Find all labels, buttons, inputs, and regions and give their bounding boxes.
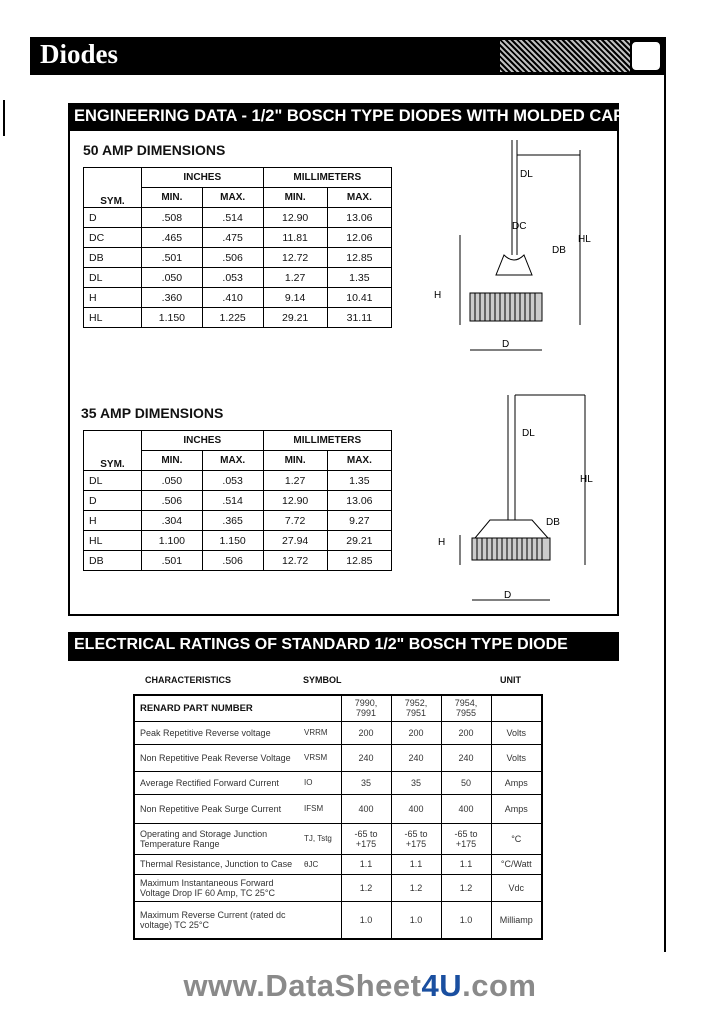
table-cell: .506 xyxy=(142,491,203,511)
table-cell: HL xyxy=(84,308,142,328)
table-cell: .050 xyxy=(142,471,203,491)
header-pattern xyxy=(500,40,630,72)
rating-value: 1.0 xyxy=(391,901,441,939)
part-number: 7954, 7955 xyxy=(441,695,491,721)
rating-value: 200 xyxy=(441,721,491,744)
table-cell: D xyxy=(84,491,142,511)
table-cell: 1.27 xyxy=(263,268,327,288)
table-cell: 29.21 xyxy=(327,531,391,551)
rating-value: 35 xyxy=(391,771,441,794)
table-cell: 31.11 xyxy=(327,308,391,328)
unit: °C/Watt xyxy=(491,854,542,874)
characteristic: Thermal Resistance, Junction to Case xyxy=(134,854,299,874)
rating-value: 1.0 xyxy=(341,901,391,939)
table-cell: 1.150 xyxy=(202,531,263,551)
table-row xyxy=(84,248,392,268)
table-cell: .053 xyxy=(202,471,263,491)
table-cell: .365 xyxy=(202,511,263,531)
table-cell: 1.150 xyxy=(142,308,203,328)
rating-value: 240 xyxy=(441,744,491,771)
table-cell: H xyxy=(84,511,142,531)
table-cell: .506 xyxy=(202,551,263,571)
table-cell: 7.72 xyxy=(263,511,327,531)
characteristic: Non Repetitive Peak Surge Current xyxy=(134,794,299,823)
rating-value: 200 xyxy=(341,721,391,744)
symbol xyxy=(299,901,341,939)
table-row xyxy=(84,471,392,491)
rating-value: 400 xyxy=(341,794,391,823)
symbol: VRSM xyxy=(299,744,341,771)
d-label: D xyxy=(502,339,510,350)
col-header: MAX. xyxy=(327,188,391,208)
rating-value: 1.2 xyxy=(341,874,391,901)
table-cell: 10.41 xyxy=(327,288,391,308)
table-row xyxy=(84,491,392,511)
col-header: MAX. xyxy=(327,451,391,471)
table-row xyxy=(84,208,392,228)
amp50-title: 50 AMP DIMENSIONS xyxy=(83,142,226,158)
table-cell: 12.85 xyxy=(327,248,391,268)
table-cell: .475 xyxy=(202,228,263,248)
table-cell: 12.85 xyxy=(327,551,391,571)
table-cell: 12.06 xyxy=(327,228,391,248)
rating-value: 400 xyxy=(391,794,441,823)
h-label: H xyxy=(438,537,446,548)
table-cell: DC xyxy=(84,228,142,248)
table-row xyxy=(134,874,542,901)
watermark-suffix: .com xyxy=(462,968,537,1003)
hl-label: HL xyxy=(580,474,593,485)
table-cell: 1.35 xyxy=(327,471,391,491)
table-cell: 1.35 xyxy=(327,268,391,288)
dl-label: DL xyxy=(520,169,533,180)
symbol-heading: SYMBOL xyxy=(303,675,342,685)
rating-value: 1.2 xyxy=(391,874,441,901)
mm-header: MILLIMETERS xyxy=(263,431,391,451)
characteristic: Operating and Storage Junction Temperature Range xyxy=(134,823,299,854)
sym-header: SYM. xyxy=(84,431,142,471)
page-title: Diodes xyxy=(40,39,119,69)
table-row xyxy=(134,794,542,823)
table-cell: .465 xyxy=(142,228,203,248)
table-row xyxy=(84,288,392,308)
dl-label: DL xyxy=(522,428,535,439)
amp50-table xyxy=(83,167,392,328)
unit: °C xyxy=(491,823,542,854)
part-number: 7952, 7951 xyxy=(391,695,441,721)
d-label: D xyxy=(504,590,512,601)
table-cell: 9.27 xyxy=(327,511,391,531)
rating-value: 240 xyxy=(341,744,391,771)
rating-value: 50 xyxy=(441,771,491,794)
db-label: DB xyxy=(552,245,566,256)
table-cell: .410 xyxy=(202,288,263,308)
rating-value: 1.1 xyxy=(391,854,441,874)
characteristics-heading: CHARACTERISTICS xyxy=(145,675,232,685)
table-row xyxy=(134,744,542,771)
table-cell: .304 xyxy=(142,511,203,531)
table-cell: D xyxy=(84,208,142,228)
col-header: MAX. xyxy=(202,451,263,471)
unit: Amps xyxy=(491,771,542,794)
rating-value: 1.1 xyxy=(441,854,491,874)
table-cell: H xyxy=(84,288,142,308)
watermark xyxy=(0,968,720,1004)
table-cell: 27.94 xyxy=(263,531,327,551)
watermark-accent: 4U xyxy=(421,968,463,1003)
part-number-label: RENARD PART NUMBER xyxy=(134,695,341,721)
rating-value: -65 to +175 xyxy=(341,823,391,854)
margin-rule xyxy=(3,100,5,136)
table-row xyxy=(84,531,392,551)
unit-heading: UNIT xyxy=(500,675,521,685)
table-cell: .508 xyxy=(142,208,203,228)
characteristic: Peak Repetitive Reverse voltage xyxy=(134,721,299,744)
unit: Vdc xyxy=(491,874,542,901)
characteristic: Maximum Instantaneous Forward Voltage Drop IF 60 Amp, TC 25°C xyxy=(134,874,299,901)
table-row xyxy=(84,268,392,288)
characteristic: Average Rectified Forward Current xyxy=(134,771,299,794)
amp35-title: 35 AMP DIMENSIONS xyxy=(81,405,224,421)
table-cell: .053 xyxy=(202,268,263,288)
col-header: MIN. xyxy=(142,188,203,208)
table-cell: .514 xyxy=(202,491,263,511)
part-number: 7990, 7991 xyxy=(341,695,391,721)
table-cell: 12.72 xyxy=(263,551,327,571)
table-cell: DL xyxy=(84,268,142,288)
table-cell: 13.06 xyxy=(327,208,391,228)
brand-logo-icon xyxy=(632,42,660,70)
table-cell: 1.225 xyxy=(202,308,263,328)
characteristic: Non Repetitive Peak Reverse Voltage xyxy=(134,744,299,771)
rating-value: -65 to +175 xyxy=(441,823,491,854)
sym-header: SYM. xyxy=(84,168,142,208)
electrical-table xyxy=(133,694,543,940)
rating-value: 240 xyxy=(391,744,441,771)
table-cell: .360 xyxy=(142,288,203,308)
symbol: IO xyxy=(299,771,341,794)
table-cell: .506 xyxy=(202,248,263,268)
table-row xyxy=(134,771,542,794)
col-header: MAX. xyxy=(202,188,263,208)
diode-35amp-diagram xyxy=(420,390,620,605)
hl-label: HL xyxy=(578,234,591,245)
characteristic: Maximum Reverse Current (rated dc voltage) TC 25°C xyxy=(134,901,299,939)
amp35-table xyxy=(83,430,392,571)
table-cell: .050 xyxy=(142,268,203,288)
table-row xyxy=(134,901,542,939)
table-row xyxy=(134,823,542,854)
col-header: MIN. xyxy=(263,188,327,208)
table-cell: 11.81 xyxy=(263,228,327,248)
rating-value: 35 xyxy=(341,771,391,794)
table-cell: HL xyxy=(84,531,142,551)
table-cell: 13.06 xyxy=(327,491,391,511)
rating-value: 400 xyxy=(441,794,491,823)
symbol: θJC xyxy=(299,854,341,874)
table-cell: .501 xyxy=(142,248,203,268)
h-label: H xyxy=(434,290,442,301)
db-label: DB xyxy=(546,517,560,528)
unit: Volts xyxy=(491,721,542,744)
table-cell: DL xyxy=(84,471,142,491)
symbol xyxy=(299,874,341,901)
table-cell: 1.100 xyxy=(142,531,203,551)
mm-header: MILLIMETERS xyxy=(263,168,391,188)
unit: Volts xyxy=(491,744,542,771)
table-cell: DB xyxy=(84,551,142,571)
table-cell: .501 xyxy=(142,551,203,571)
symbol: VRRM xyxy=(299,721,341,744)
table-cell: 9.14 xyxy=(263,288,327,308)
dc-label: DC xyxy=(512,221,527,232)
unit: Milliamp xyxy=(491,901,542,939)
rating-value: -65 to +175 xyxy=(391,823,441,854)
rating-value: 1.2 xyxy=(441,874,491,901)
diode-50amp-diagram xyxy=(420,135,620,360)
engineering-title: ENGINEERING DATA - 1/2" BOSCH TYPE DIODES WITH MOLDED CAP xyxy=(68,103,619,131)
table-cell: 1.27 xyxy=(263,471,327,491)
table-cell: DB xyxy=(84,248,142,268)
table-row xyxy=(84,228,392,248)
rating-value: 200 xyxy=(391,721,441,744)
table-row xyxy=(84,551,392,571)
table-row xyxy=(134,721,542,744)
watermark-text: www.DataSheet xyxy=(183,968,422,1003)
inches-header: INCHES xyxy=(142,431,264,451)
table-row xyxy=(84,308,392,328)
table-row xyxy=(134,854,542,874)
table-row xyxy=(84,511,392,531)
electrical-title: ELECTRICAL RATINGS OF STANDARD 1/2" BOSCH TYPE DIODE xyxy=(68,632,619,661)
col-header: MIN. xyxy=(263,451,327,471)
rating-value: 1.1 xyxy=(341,854,391,874)
table-cell: .514 xyxy=(202,208,263,228)
table-cell: 12.90 xyxy=(263,491,327,511)
table-cell: 12.72 xyxy=(263,248,327,268)
table-cell: 29.21 xyxy=(263,308,327,328)
col-header: MIN. xyxy=(142,451,203,471)
symbol: IFSM xyxy=(299,794,341,823)
page-rule xyxy=(664,37,666,952)
table-cell: 12.90 xyxy=(263,208,327,228)
rating-value: 1.0 xyxy=(441,901,491,939)
unit: Amps xyxy=(491,794,542,823)
inches-header: INCHES xyxy=(142,168,264,188)
symbol: TJ, Tstg xyxy=(299,823,341,854)
